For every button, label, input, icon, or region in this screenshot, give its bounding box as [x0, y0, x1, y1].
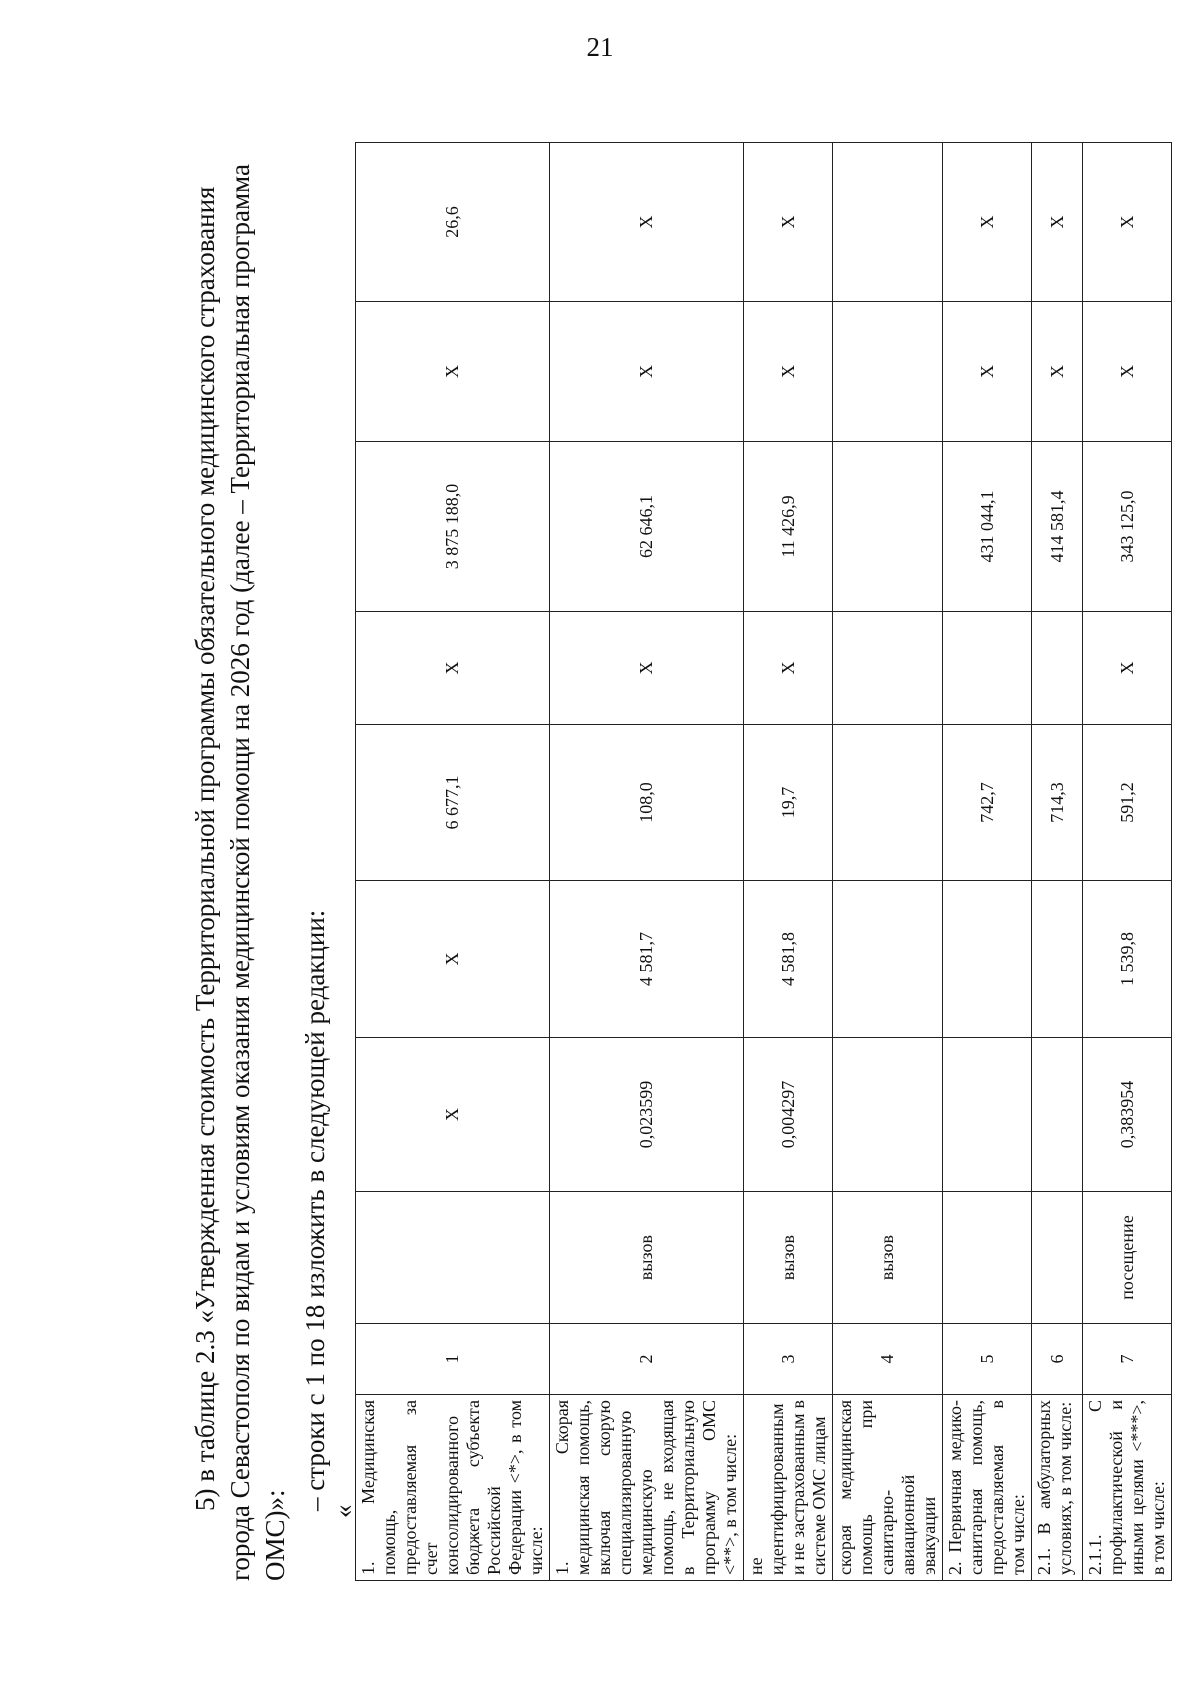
value-cell: 0,383954: [1083, 1038, 1172, 1192]
value-cell: X: [550, 143, 744, 302]
table-row: [356, 143, 550, 1581]
table-row: [1083, 143, 1172, 1581]
value-cell: X: [550, 612, 744, 725]
row-number: 4: [833, 1324, 943, 1395]
intro-line-1: 5) в таблице 2.3 «Утвержденная стоимость Территориальной программы обязательного медицинского страхования: [190, 186, 220, 1511]
value-cell: X: [1083, 143, 1172, 302]
value-cell: [943, 1038, 1032, 1192]
value-cell: [833, 725, 943, 881]
unit-cell: вызов: [744, 1192, 833, 1324]
value-cell: 3 875 188,0: [356, 442, 550, 612]
value-cell: [1032, 881, 1083, 1038]
value-cell: 0,004297: [744, 1038, 833, 1192]
intro-line-2: города Севастополя по видам и условиям оказания медицинской помощи на 2026 год (далее – Территориальная программа: [225, 164, 255, 1581]
value-cell: [943, 881, 1032, 1038]
value-cell: X: [1083, 612, 1172, 725]
value-cell: [833, 143, 943, 302]
value-cell: 431 044,1: [943, 442, 1032, 612]
page-number: 21: [586, 32, 614, 62]
value-cell: X: [1032, 302, 1083, 442]
value-cell: 62 646,1: [550, 442, 744, 612]
value-cell: 11 426,9: [744, 442, 833, 612]
value-cell: 1 539,8: [1083, 881, 1172, 1038]
row-number: 2: [550, 1324, 744, 1395]
row-name: скорая медицинская помощь при санитарно-авиационной эвакуации: [833, 1395, 943, 1581]
row-name: 2. Первичная медико-санитарная помощь, предоставляемая в том числе:: [943, 1395, 1032, 1581]
unit-cell: вызов: [833, 1192, 943, 1324]
row-name: 2.1.1. С профилактической и иными целями <***>, в том числе:: [1083, 1395, 1172, 1581]
intro-line-3: ОМС)»:: [260, 1489, 290, 1581]
value-cell: [943, 612, 1032, 725]
value-cell: [1032, 1038, 1083, 1192]
value-cell: X: [356, 612, 550, 725]
value-cell: X: [943, 302, 1032, 442]
unit-cell: посещение: [1083, 1192, 1172, 1324]
value-cell: 0,023599: [550, 1038, 744, 1192]
row-number: 1: [356, 1324, 550, 1395]
unit-cell: [356, 1192, 550, 1324]
table-row: [744, 143, 833, 1581]
value-cell: 4 581,8: [744, 881, 833, 1038]
value-cell: 6 677,1: [356, 725, 550, 881]
value-cell: 26,6: [356, 143, 550, 302]
unit-cell: [943, 1192, 1032, 1324]
value-cell: X: [356, 302, 550, 442]
table-row: [550, 143, 744, 1581]
row-name: не идентифицированным и не застрахованным в системе ОМС лицам: [744, 1395, 833, 1581]
value-cell: [833, 302, 943, 442]
table-row: [1032, 143, 1083, 1581]
value-cell: X: [744, 612, 833, 725]
value-cell: 742,7: [943, 725, 1032, 881]
value-cell: 591,2: [1083, 725, 1172, 881]
value-cell: X: [356, 1038, 550, 1192]
row-name: 1. Медицинская помощь, предоставляемая за счет консолидированного бюджета субъекта Российской Федерации <*>, в том числе:: [356, 1395, 550, 1581]
row-name: 2.1. В амбулаторных условиях, в том числе:: [1032, 1395, 1083, 1581]
row-number: 3: [744, 1324, 833, 1395]
unit-cell: [1032, 1192, 1083, 1324]
row-number: 5: [943, 1324, 1032, 1395]
cost-table: [355, 142, 1172, 1581]
value-cell: 108,0: [550, 725, 744, 881]
value-cell: X: [943, 143, 1032, 302]
value-cell: [1032, 612, 1083, 725]
table-row: [943, 143, 1032, 1581]
value-cell: 19,7: [744, 725, 833, 881]
rotated-content: [0, 116, 1168, 1696]
opening-quote: «: [328, 1504, 358, 1518]
value-cell: 714,3: [1032, 725, 1083, 881]
value-cell: 414 581,4: [1032, 442, 1083, 612]
value-cell: X: [744, 302, 833, 442]
intro-line-4: – строки с 1 по 18 изложить в следующей редакции:: [300, 909, 330, 1511]
value-cell: X: [550, 302, 744, 442]
table-row: [833, 143, 943, 1581]
row-number: 7: [1083, 1324, 1172, 1395]
value-cell: [833, 881, 943, 1038]
value-cell: [833, 442, 943, 612]
value-cell: X: [1083, 302, 1172, 442]
value-cell: 4 581,7: [550, 881, 744, 1038]
value-cell: X: [744, 143, 833, 302]
row-number: 6: [1032, 1324, 1083, 1395]
unit-cell: вызов: [550, 1192, 744, 1324]
value-cell: 343 125,0: [1083, 442, 1172, 612]
value-cell: X: [356, 881, 550, 1038]
value-cell: X: [1032, 143, 1083, 302]
value-cell: [833, 1038, 943, 1192]
row-name: 1. Скорая медицинская помощь, включая скорую специализированную медицинскую помощь, не входящая в Территориальную программу ОМС <**>, в том числе:: [550, 1395, 744, 1581]
value-cell: [833, 612, 943, 725]
